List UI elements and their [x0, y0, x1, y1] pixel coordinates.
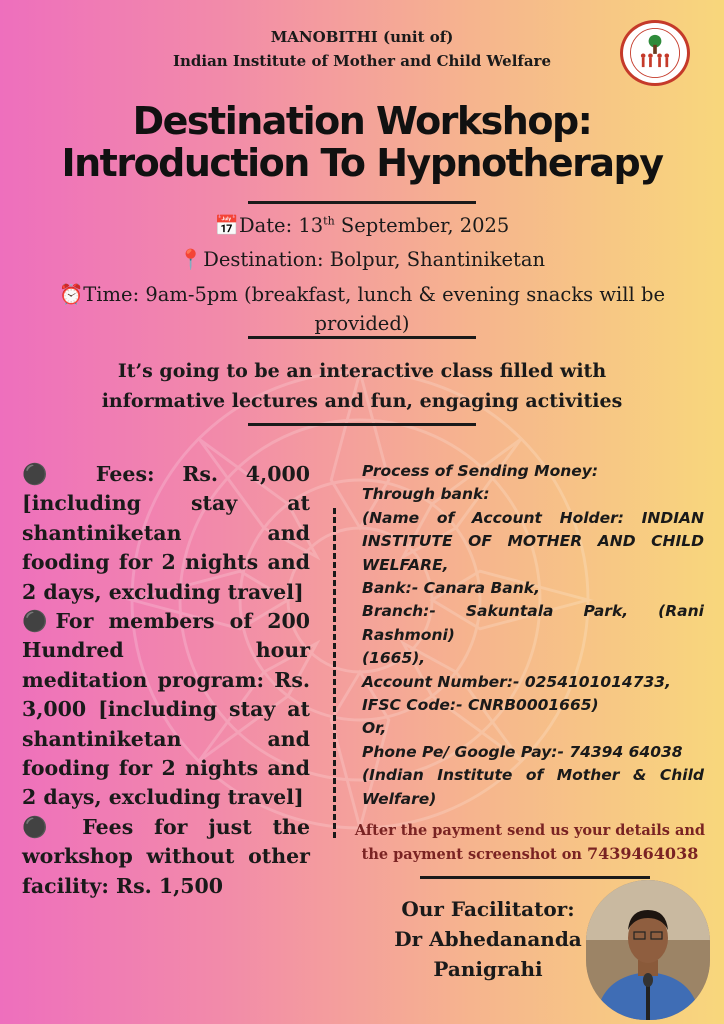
alarm-clock-icon: ⏰: [59, 283, 84, 306]
date-line: 📅Date: 13th September, 2025: [214, 214, 510, 237]
pin-icon: 📍: [178, 248, 204, 271]
title-line1: Destination Workshop:: [132, 99, 592, 143]
org-name-line1: MANOBITHI (unit of): [270, 28, 454, 46]
facilitator-name: Dr Abhedananda: [394, 927, 582, 951]
fees-list: [22, 460, 310, 901]
time-line: ⏰Time: 9am-5pm (breakfast, lunch & evening snacks will be provided): [59, 283, 665, 335]
account-number: Account Number:- 0254101014733,: [362, 672, 671, 691]
bullet-icon: ⚫: [22, 462, 69, 486]
bank-name: Bank:- Canara Bank,: [362, 579, 540, 598]
title-line2: Introduction To Hypnotherapy: [61, 141, 663, 185]
branch: Branch:- Sakuntala Park, (Rani Rashmoni): [362, 602, 704, 644]
destination-line: 📍Destination: Bolpur, Shantiniketan: [178, 248, 546, 271]
payment-details: Process of Sending Money: Through bank: (Name of Account Holder: INDIAN INSTITUTE OF MOTHER AND CHILD WELFARE, Bank:- Canara Bank, Branch:- Sakuntala Park, (Rani Rashmoni) (1665), Account Number:- 0254101014733, IFSC Code:- CNRB0001665) Or, Phone Pe/ Google Pay:- 74394 64038 (Indian Institute of Mother & Child Welfare): [362, 462, 704, 808]
facilitator-photo: [586, 880, 710, 1020]
org-name-line2: Indian Institute of Mother and Child Welfare: [172, 52, 552, 70]
contact-phone: 7439464038: [587, 844, 699, 863]
account-holder: (Name of Account Holder: INDIAN INSTITUTE OF MOTHER AND CHILD WELFARE,: [362, 508, 704, 574]
facilitator: Our Facilitator: Dr Abhedananda Panigrahi: [388, 894, 588, 984]
bullet-icon: ⚫: [22, 814, 62, 839]
divider: [248, 423, 476, 426]
iimcw-logo-icon: [620, 20, 690, 86]
payment-heading: Process of Sending Money:: [362, 462, 599, 480]
workshop-title: [0, 100, 724, 184]
calendar-icon: 📅: [214, 214, 239, 237]
tagline: It’s going to be an interactive class filled with informative lectures and fun, engaging activities: [101, 360, 623, 412]
fee-item: ⚫ Fees: Rs. 4,000 [including stay at shantiniketan and fooding for 2 nights and 2 days, excluding travel]: [22, 462, 310, 604]
divider: [248, 201, 476, 204]
fee-item: ⚫ Fees for just the workshop without other facility: Rs. 1,500: [22, 814, 310, 898]
fee-item: ⚫For members of 200 Hundred hour meditation program: Rs. 3,000 [including stay at shantiniketan and fooding for 2 nights and 2 days, excluding travel]: [22, 609, 311, 810]
after-payment-note: After the payment send us your details and the payment screenshot on 7439464038: [354, 822, 706, 863]
bullet-icon: ⚫: [22, 609, 56, 634]
upi-number: Phone Pe/ Google Pay:- 74394 64038: [362, 742, 683, 761]
facilitator-label: Our Facilitator:: [401, 897, 575, 921]
divider: [248, 336, 476, 339]
column-divider: [333, 508, 336, 838]
divider: [420, 876, 650, 879]
ifsc-code: IFSC Code:- CNRB0001665): [362, 696, 599, 715]
